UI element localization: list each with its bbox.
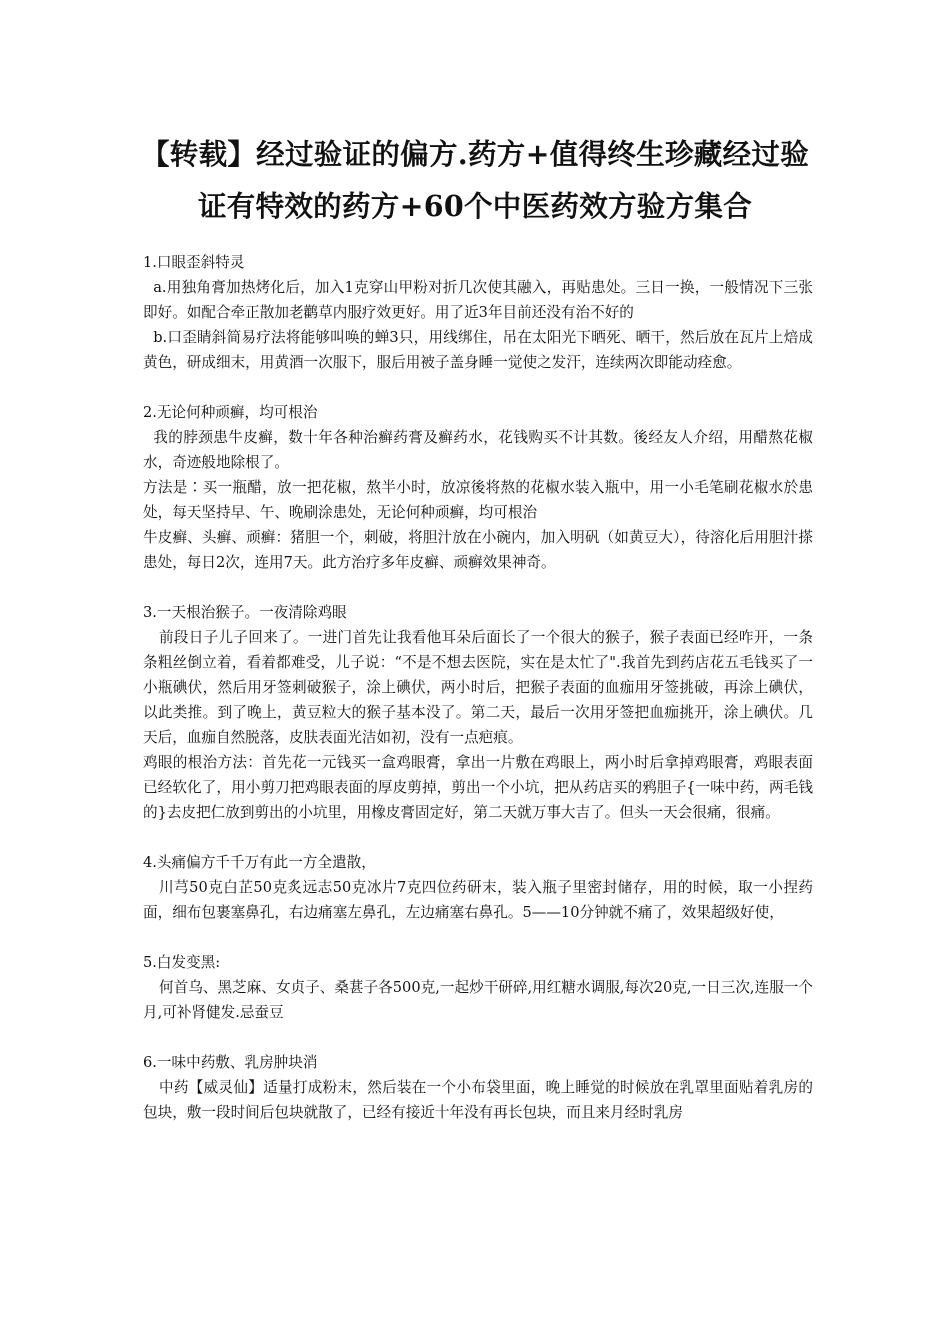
section-heading: 2.无论何种顽癣，均可根治 bbox=[143, 404, 318, 421]
section-paragraph: 牛皮癣、头癣、顽癣：猪胆一个，刺破，将胆汁放在小碗内，加入明矾（如黄豆大），待溶化后用胆汁搽患处，每日2次，连用7天。此方治疗多年皮癣、顽癣效果神奇。 bbox=[143, 529, 813, 571]
section-paragraph: a.用独角膏加热烤化后，加入1克穿山甲粉对折几次使其融入，再贴患处。三日一换，一般情况下三张即好。如配合牵正散加老鹳草内服疗效更好。用了近3年目前还没有治不好的 bbox=[143, 279, 813, 321]
section-spacer bbox=[143, 925, 813, 950]
section-heading: 3.一天根治猴子。一夜清除鸡眼 bbox=[143, 604, 347, 621]
section-paragraph: 我的脖颈患牛皮癣，数十年各种治癣药膏及癣药水，花钱购买不计其数。後经友人介绍，用醋熬花椒水，奇迹般地除根了。 bbox=[143, 429, 813, 471]
section-heading: 6.一味中药敷、乳房肿块消 bbox=[143, 1054, 318, 1071]
document-body bbox=[143, 250, 813, 1125]
title-line-1: 【转载】经过验证的偏方.药方+值得终生珍藏经过验 bbox=[140, 137, 809, 171]
section-spacer bbox=[143, 375, 813, 400]
section-paragraph: 川芎50克白芷50克炙远志50克冰片7克四位药研末，装入瓶子里密封储存，用的时候，取一小捏药面，细布包裹塞鼻孔，右边痛塞左鼻孔，左边痛塞右鼻孔。5——10分钟就不痛了，效果超级好使， bbox=[143, 879, 813, 921]
section-heading: 1.口眼歪斜特灵 bbox=[143, 254, 245, 271]
section-spacer bbox=[143, 1025, 813, 1050]
section-heading: 5.白发变黑: bbox=[143, 954, 221, 971]
section-paragraph: b.口歪睛斜简易疗法将能够叫唤的蝉3只，用线绑住，吊在太阳光下晒死、晒干，然后放在瓦片上焙成黄色，研成细末，用黄酒一次服下，服后用被子盖身睡一觉使之发汗，连续两次即能动痊愈。 bbox=[143, 329, 813, 371]
section-paragraph: 鸡眼的根治方法：首先花一元钱买一盒鸡眼膏，拿出一片敷在鸡眼上，两小时后拿掉鸡眼膏，鸡眼表面已经软化了，用小剪刀把鸡眼表面的厚皮剪掉，剪出一个小坑，把从药店买的鸦胆子{一味中药，两毛钱的}去皮把仁放到剪出的小坑里，用橡皮膏固定好，第二天就万事大吉了。但头一天会很痛，很痛。 bbox=[143, 754, 813, 821]
section-paragraph: 何首乌、黑芝麻、女贞子、桑葚子各500克,一起炒干研碎,用红糖水调服,每次20克,一日三次,连服一个月,可补肾健发.忌蚕豆 bbox=[143, 979, 813, 1021]
document-title bbox=[120, 128, 830, 232]
section-spacer bbox=[143, 825, 813, 850]
section-heading: 4.头痛偏方千千万有此一方全遣散， bbox=[143, 854, 376, 871]
section-paragraph: 前段日子儿子回来了。一进门首先让我看他耳朵后面长了一个很大的猴子，猴子表面已经咋开，一条条粗丝倒立着，看着都难受，儿子说：“不是不想去医院，实在是太忙了".我首先到药店花五毛钱买了一小瓶碘伏，然后用牙签刺破猴子，涂上碘伏，两小时后，把猴子表面的血痂用牙签挑破，再涂上碘伏，以此类推。到了晚上，黄豆粒大的猴子基本没了。第二天，最后一次用牙签把血痂挑开，涂上碘伏。几天后，血痂自然脱落，皮肤表面光洁如初，没有一点疤痕。 bbox=[143, 629, 813, 746]
section-spacer bbox=[143, 575, 813, 600]
title-line-2: 证有特效的药方+60个中医药效方验方集合 bbox=[197, 189, 753, 223]
section-paragraph: 方法是∶买一瓶醋，放一把花椒，熬半小时，放凉後将熬的花椒水装入瓶中，用一小毛笔刷花椒水於患处，每天坚持早、午、晚刷涂患处，无论何种顽癣，均可根治 bbox=[143, 479, 813, 521]
section-paragraph: 中药【威灵仙】适量打成粉末，然后装在一个小布袋里面，晚上睡觉的时候放在乳罩里面贴着乳房的包块，敷一段时间后包块就散了，已经有接近十年没有再长包块，而且来月经时乳房 bbox=[143, 1079, 813, 1121]
